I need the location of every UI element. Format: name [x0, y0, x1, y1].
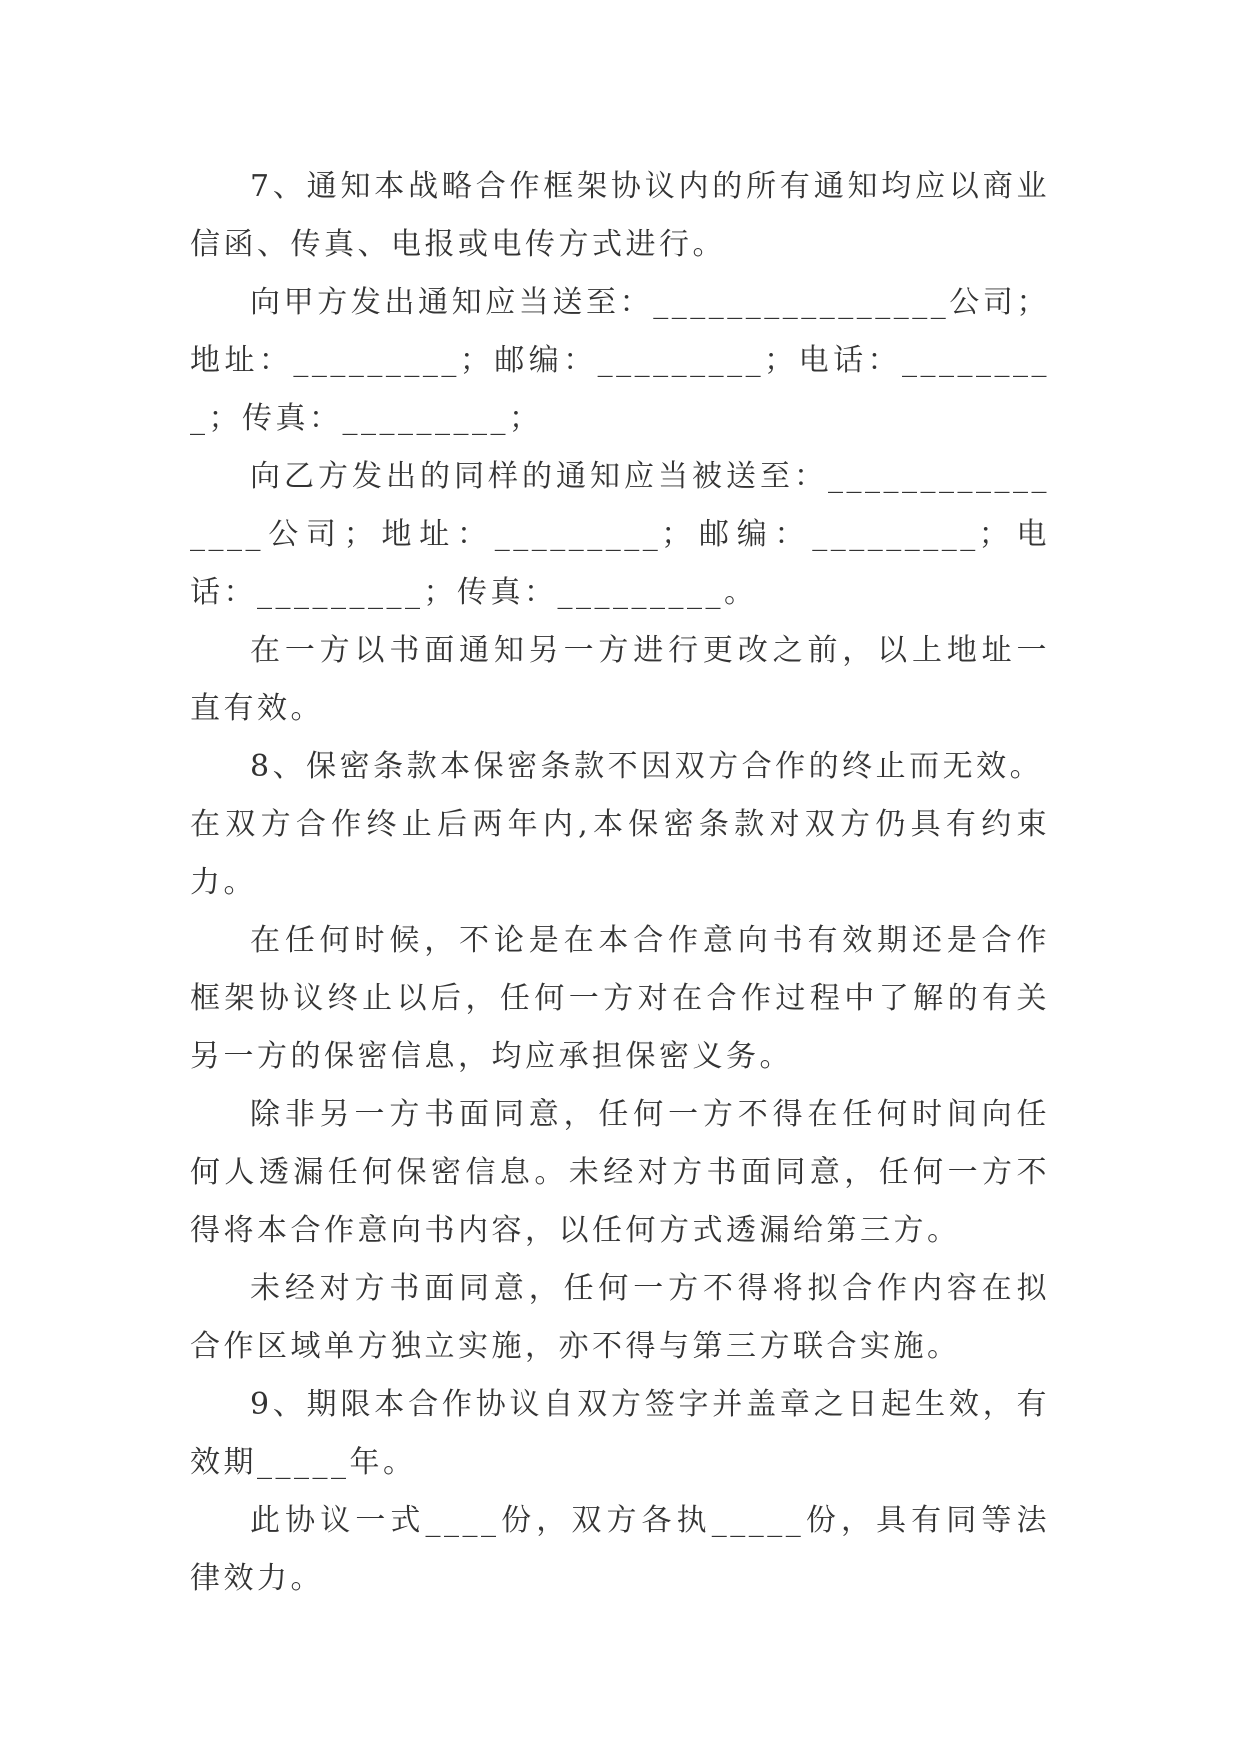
independent-implementation: 未经对方书面同意，任何一方不得将拟合作内容在拟合作区域单方独立实施，亦不得与第三方联合实施。	[190, 1271, 1050, 1364]
document-page	[190, 158, 1050, 1608]
address-validity: 在一方以书面通知另一方进行更改之前，以上地址一直有效。	[190, 633, 1050, 726]
confidentiality-duration: 在双方合作终止后两年内,本保密条款对双方仍具有约束力。	[190, 807, 1050, 900]
confidential-disclosure: 除非另一方书面同意，任何一方不得在任何时间向任何人透漏任何保密信息。未经对方书面同意，任何一方不得将本合作意向书内容，以任何方式透漏给第三方。	[190, 1097, 1050, 1248]
party-a-notice-address: 向甲方发出通知应当送至：________________公司；地址：_________；邮编：_________；电话：_________；传真：_________；	[190, 285, 1050, 436]
party-b-notice-address: 向乙方发出的同样的通知应当被送至：________________公司；地址：_________；邮编：_________；电话：_________；传真：_________。	[190, 459, 1050, 610]
confidentiality-obligation: 在任何时候，不论是在本合作意向书有效期还是合作框架协议终止以后，任何一方对在合作过程中了解的有关另一方的保密信息，均应承担保密义务。	[190, 923, 1050, 1074]
clause-7-notice: 7、通知本战略合作框架协议内的所有通知均应以商业信函、传真、电报或电传方式进行。	[190, 169, 1050, 262]
clause-9-term: 9、期限本合作协议自双方签字并盖章之日起生效，有效期_____年。	[190, 1387, 1050, 1480]
clause-8-confidentiality: 8、保密条款本保密条款不因双方合作的终止而无效。	[250, 749, 1044, 784]
copies-clause: 此协议一式____份，双方各执_____份，具有同等法律效力。	[190, 1503, 1050, 1596]
